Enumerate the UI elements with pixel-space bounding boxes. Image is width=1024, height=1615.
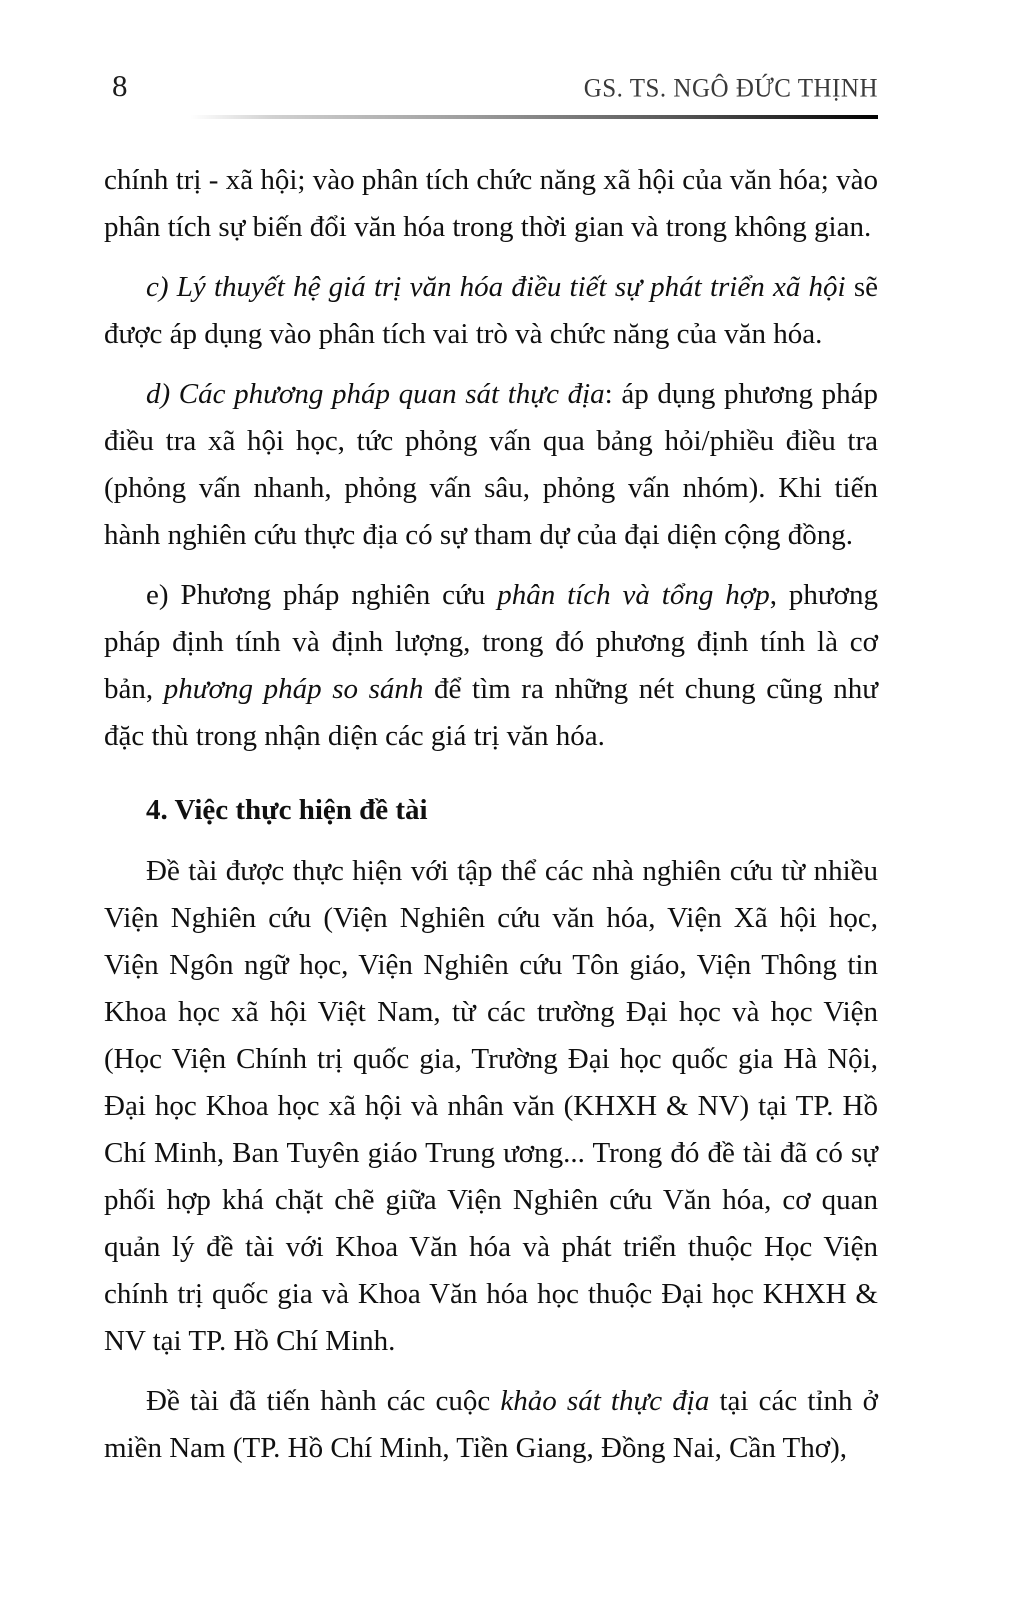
emphasized-text: d) Các phương pháp quan sát thực địa [146,378,605,410]
paragraph [104,1378,878,1472]
emphasized-text: c) Lý thuyết hệ giá trị văn hóa điều tiết sự phát triển xã hội [146,271,846,303]
text-run: : áp dụng phương pháp điều tra xã hội học, tức phỏng vấn qua bảng hỏi/phiều điều tra (phỏng vấn nhanh, phỏng vấn sâu, phỏng vấn nhóm). Khi tiến hành nghiên cứu thực địa có sự tham dự của đại diện cộng đồng. [104,378,878,551]
paragraph [104,264,878,358]
emphasized-text: phân tích và tổng hợp [497,579,770,611]
page-header [104,70,878,101]
running-header-author: GS. TS. NGÔ ĐỨC THỊNH [583,74,878,103]
paragraph [104,848,878,1365]
text-run: e) Phương pháp nghiên cứu [146,579,498,611]
page-number: 8 [112,68,128,103]
text-run: chính trị - xã hội; vào phân tích chức năng xã hội của văn hóa; vào phân tích sự biến đổi văn hóa trong thời gian và trong không gian. [104,164,878,243]
text-run: 4. Việc thực hiện đề tài [146,794,428,826]
paragraph [104,371,878,559]
text-run: để tìm ra những nét chung cũng như đặc thù trong nhận diện các giá trị văn hóa. [104,673,878,752]
text-run: sẽ được áp dụng vào phân tích vai trò và chức năng của văn hóa. [104,271,878,350]
section-heading [104,787,878,834]
paragraph [104,572,878,760]
header-rule [190,115,878,119]
paragraph [104,157,878,251]
text-run: Đề tài đã tiến hành các cuộc [146,1385,501,1417]
text-run: tại các tỉnh ở miền Nam (TP. Hồ Chí Minh, Tiền Giang, Đồng Nai, Cần Thơ), [104,1385,878,1464]
emphasized-text: khảo sát thực địa [500,1385,710,1417]
body-text [104,157,878,1472]
emphasized-text: phương pháp so sánh [163,673,424,705]
text-run: Đề tài được thực hiện với tập thể các nhà nghiên cứu từ nhiều Viện Nghiên cứu (Viện Nghiên cứu văn hóa, Viện Xã hội học, Viện Ngôn ngữ học, Viện Nghiên cứu Tôn giáo, Viện Thông tin Khoa học xã hội Việt Nam, từ các trường Đại học và học Viện (Học Viện Chính trị quốc gia, Trường Đại học quốc gia Hà Nội, Đại học Khoa học xã hội và nhân văn (KHXH & NV) tại TP. Hồ Chí Minh, Ban Tuyên giáo Trung ương... Trong đó đề tài đã có sự phối hợp khá chặt chẽ giữa Viện Nghiên cứu Văn hóa, cơ quan quản lý đề tài với Khoa Văn hóa và phát triển thuộc Học Viện chính trị quốc gia và Khoa Văn hóa học thuộc Đại học KHXH & NV tại TP. Hồ Chí Minh. [104,855,878,1357]
text-run: , phương pháp định tính và định lượng, trong đó phương định tính là cơ bản, [104,579,878,705]
